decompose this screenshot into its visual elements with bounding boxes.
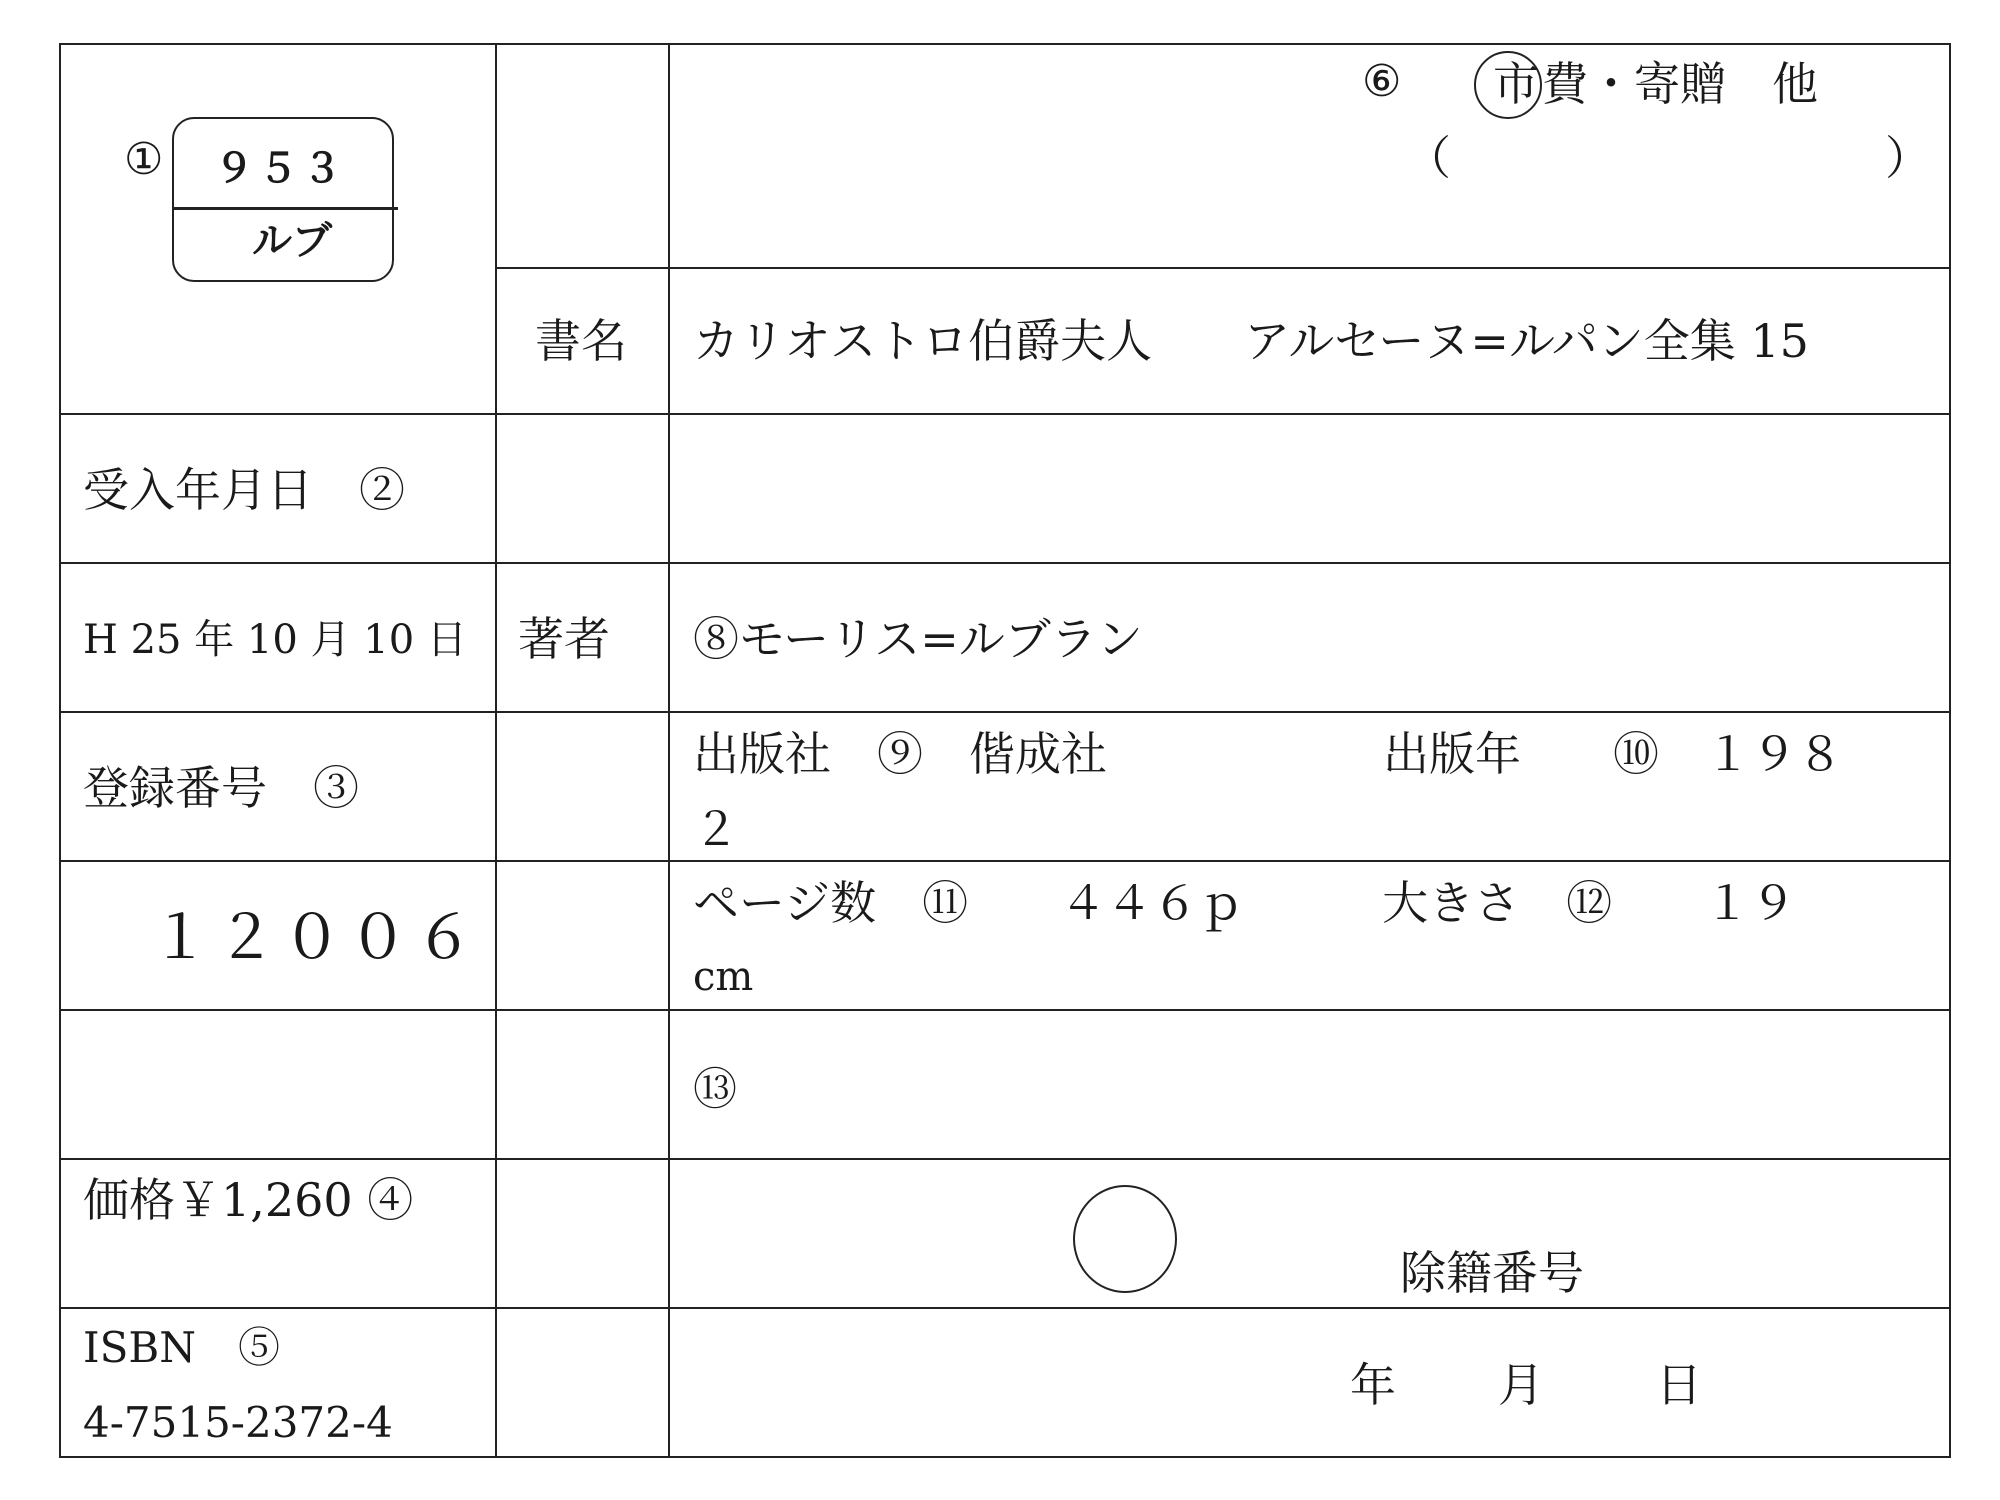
acquisition-options: 費・寄贈 他 <box>1542 57 1818 111</box>
grid-line <box>1949 43 1951 1458</box>
author-mark: ルブ <box>252 218 332 264</box>
grid-line <box>59 413 1951 415</box>
publisher-line: 出版社 ⑨ 偕成社 出版年 ⑩ １９８ <box>693 727 1843 781</box>
acquisition-circled-option: 市 <box>1493 57 1539 111</box>
grid-line <box>59 860 1951 862</box>
acquisition-selection-circle <box>1474 51 1542 119</box>
date-month-field: 月 <box>1498 1358 1544 1412</box>
publisher-year-continued: ２ <box>693 802 739 856</box>
price-label: 価格￥1,260 ④ <box>83 1173 414 1227</box>
registration-number: １２００６ <box>150 903 480 973</box>
call-number-box <box>172 117 394 282</box>
grid-line <box>668 43 670 1458</box>
grid-line <box>59 1307 1951 1309</box>
date-day-field: 日 <box>1656 1358 1702 1412</box>
grid-line <box>59 711 1951 713</box>
isbn-value: 4-7515-2372-4 <box>83 1398 393 1447</box>
grid-line <box>59 562 1951 564</box>
acquisition-note-open: （ <box>1405 131 1451 185</box>
size-unit: cm <box>693 954 754 1000</box>
grid-line <box>495 267 1951 269</box>
note-13-marker: ⑬ <box>693 1064 737 1115</box>
grid-line <box>59 1456 1951 1458</box>
grid-line <box>495 43 497 1458</box>
grid-line <box>59 43 1951 45</box>
author-value: ⑧モーリス=ルブラン <box>693 612 1143 666</box>
grid-line <box>59 1158 1951 1160</box>
withdrawal-stamp-circle <box>1073 1185 1177 1293</box>
acquisition-marker: ⑥ <box>1362 56 1402 107</box>
author-label: 著者 <box>518 612 610 666</box>
call-number-marker: ① <box>124 134 164 185</box>
grid-line <box>59 1009 1951 1011</box>
grid-line <box>59 43 61 1458</box>
received-date-label: 受入年月日 ② <box>83 463 405 517</box>
call-number-divider <box>172 207 398 210</box>
class-number: ９５３ <box>214 146 346 192</box>
registration-label: 登録番号 ③ <box>83 761 359 815</box>
withdrawal-label: 除籍番号 <box>1400 1246 1584 1300</box>
received-date-value: H 25 年 10 月 10 日 <box>83 617 467 663</box>
title-value: カリオストロ伯爵夫人 アルセーヌ=ルパン全集 15 <box>693 314 1809 368</box>
pages-size-line: ページ数 ⑪ ４４６ｐ 大きさ ⑫ １９ <box>693 876 1797 930</box>
isbn-label: ISBN ⑤ <box>83 1323 280 1372</box>
acquisition-note-close: ） <box>1885 131 1931 185</box>
title-label: 書名 <box>535 314 627 368</box>
date-year-field: 年 <box>1350 1358 1396 1412</box>
